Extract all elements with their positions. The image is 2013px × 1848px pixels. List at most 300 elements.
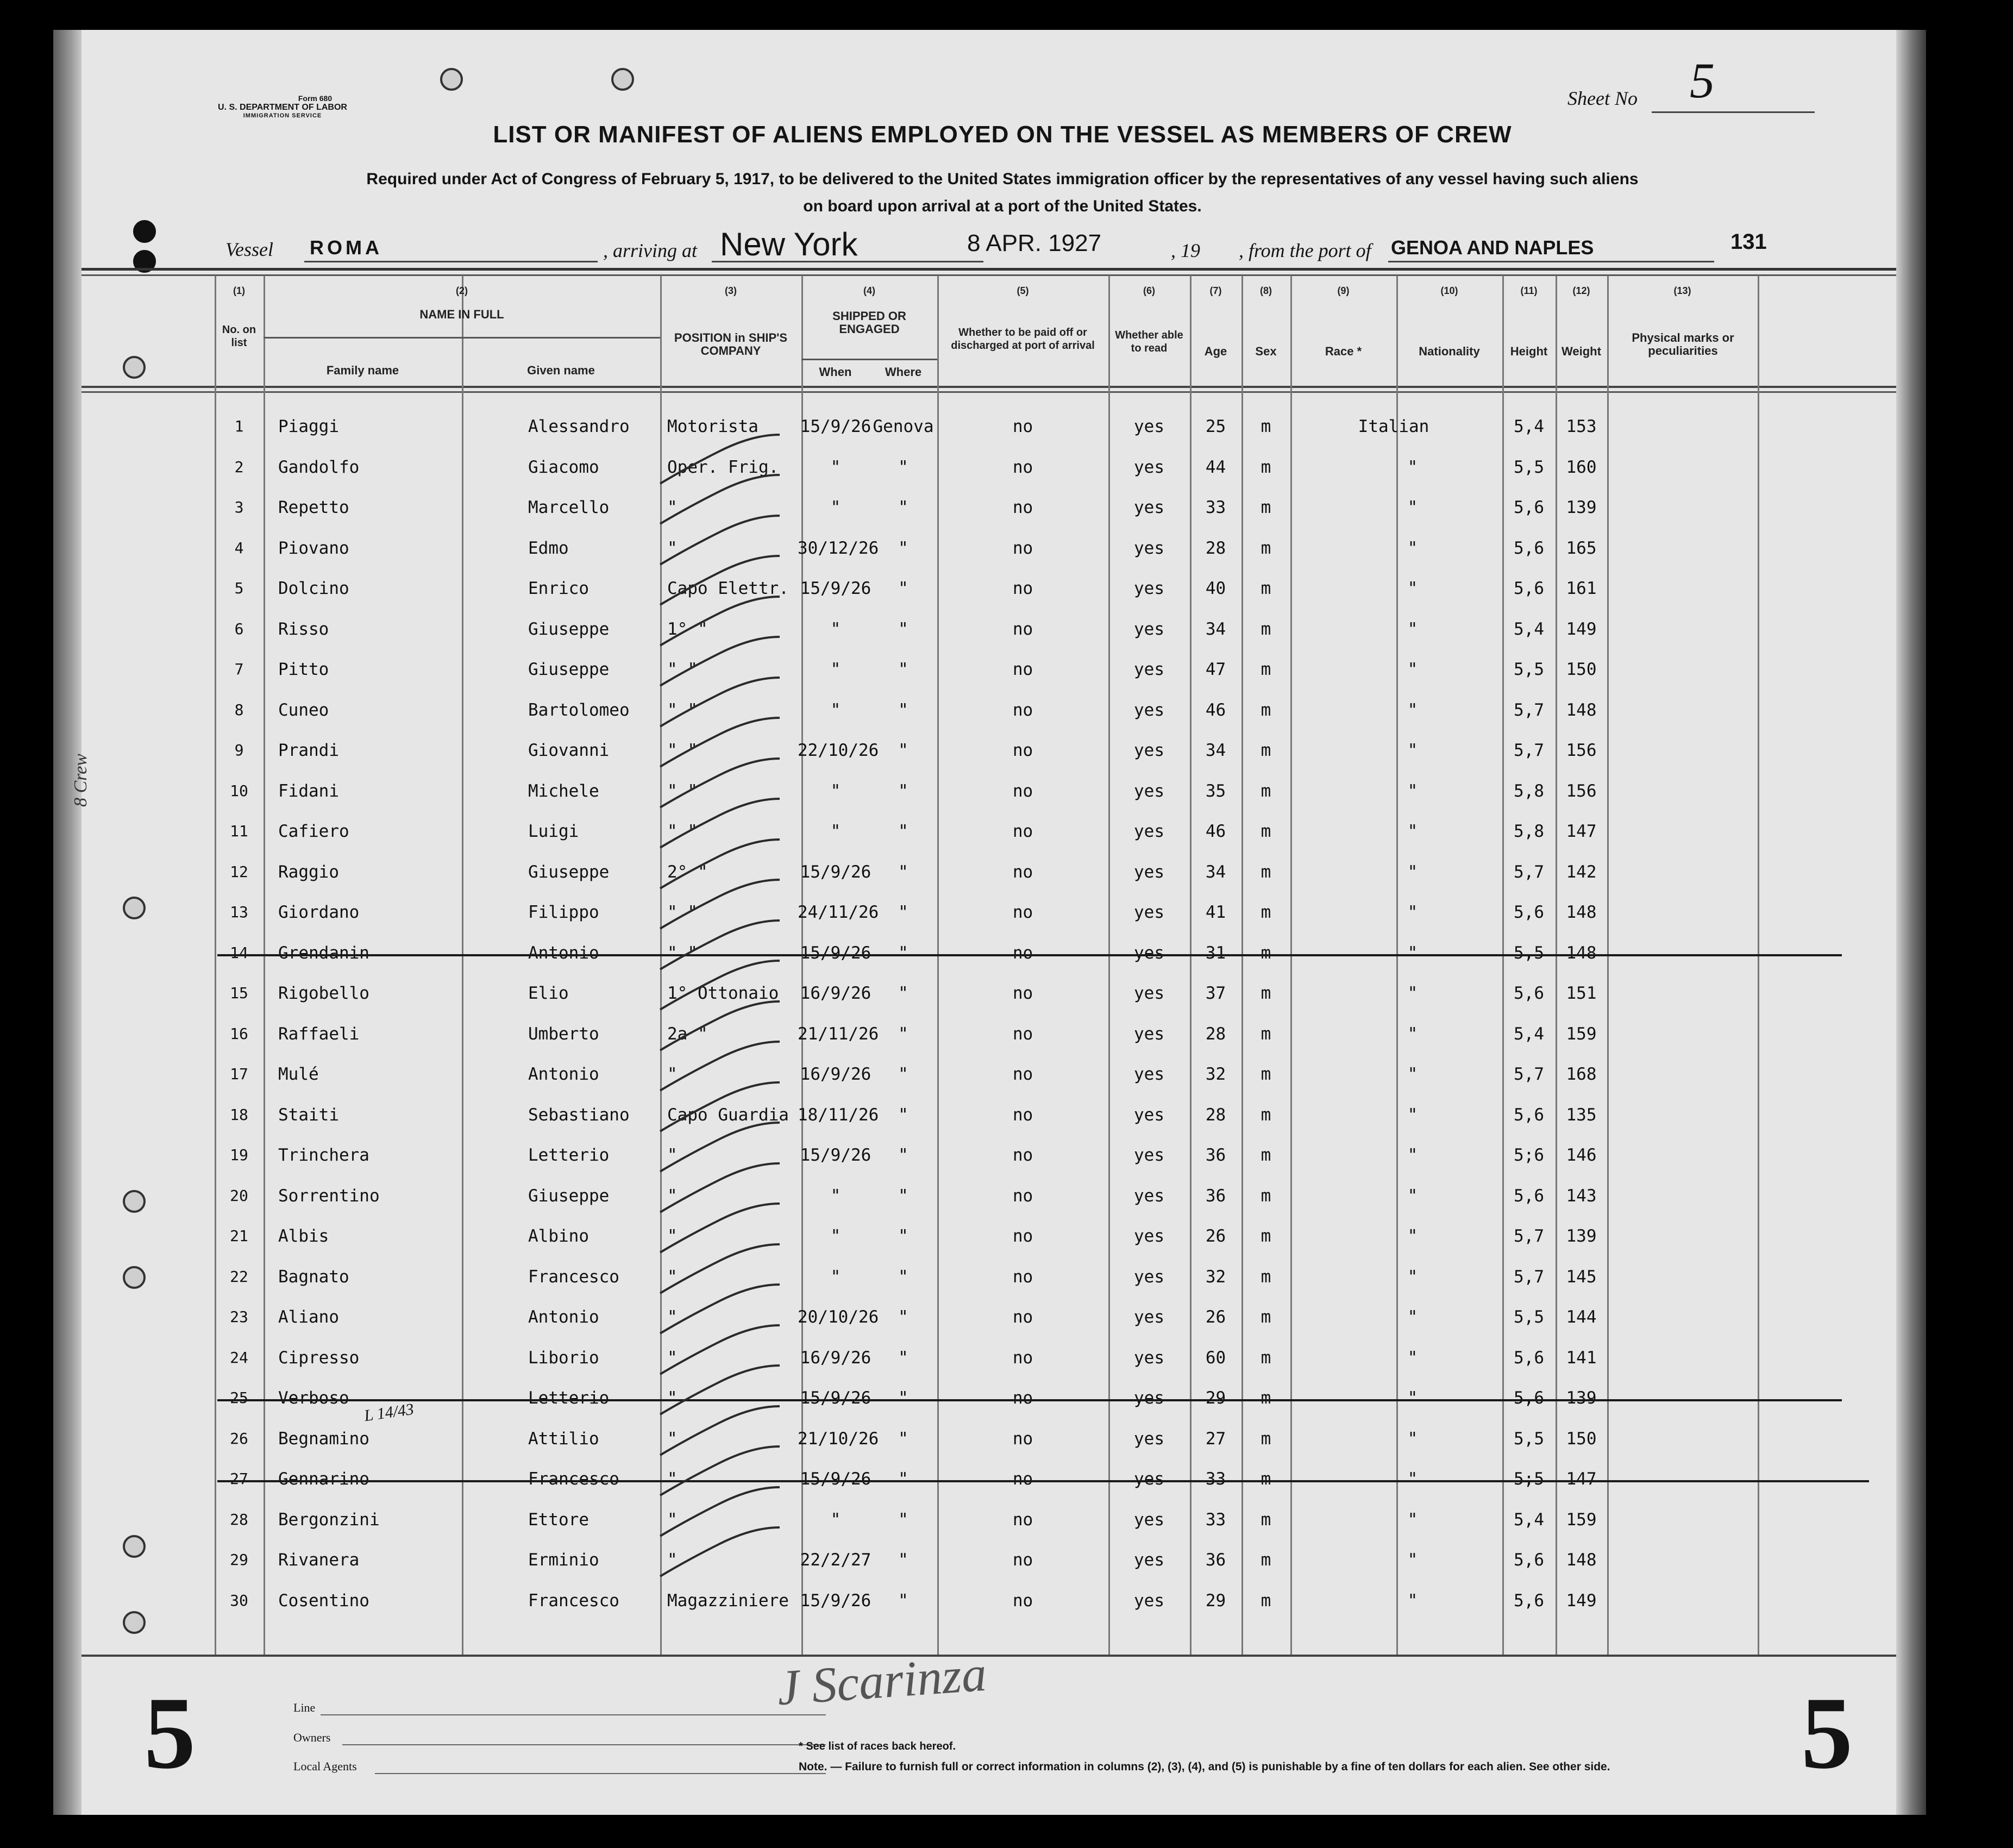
cell-sex: m [1261, 822, 1271, 841]
header-able-to-read: Whether able to read [1115, 329, 1183, 354]
cell-race: " [1407, 862, 1418, 882]
cell-family: Risso [278, 619, 329, 639]
column-number: (3) [725, 285, 737, 296]
cell-when: " [830, 498, 841, 517]
cell-height: 5,5 [1514, 943, 1544, 963]
cell-age: 28 [1205, 538, 1226, 558]
cell-age: 46 [1205, 822, 1226, 841]
cell-when: 22/10/26 [798, 741, 879, 760]
cell-no: 3 [234, 498, 244, 516]
cell-paid: no [1012, 1024, 1033, 1044]
cell-when: " [830, 1186, 841, 1206]
cell-no: 28 [230, 1510, 248, 1528]
cell-height: 5,7 [1514, 741, 1544, 760]
cell-no: 27 [230, 1470, 248, 1488]
header-nationality: Nationality [1419, 344, 1480, 358]
cell-given: Erminio [528, 1550, 599, 1570]
cell-when: 15/9/26 [800, 943, 871, 963]
cell-age: 34 [1205, 619, 1226, 639]
column-number: (4) [863, 285, 875, 296]
strike-through-line [217, 1399, 1842, 1401]
line-label: Line [293, 1701, 316, 1714]
table-top-rule [81, 274, 1923, 276]
cell-given: Giuseppe [528, 619, 610, 639]
cell-where: " [898, 1469, 908, 1489]
cell-age: 31 [1205, 943, 1226, 963]
footer-big-number-left: 5 [144, 1676, 196, 1790]
cell-family: Bagnato [278, 1267, 349, 1287]
cell-race: " [1407, 1550, 1418, 1570]
page-title: LIST OR MANIFEST OF ALIENS EMPLOYED ON THE VESSEL AS MEMBERS OF CREW [493, 121, 1512, 148]
year-label: , 19 [1171, 240, 1200, 261]
cell-family: Rivanera [278, 1550, 360, 1570]
cell-age: 36 [1205, 1550, 1226, 1570]
cell-when: " [830, 660, 841, 679]
cell-height: 5,6 [1514, 1186, 1544, 1206]
cell-read: yes [1134, 579, 1164, 598]
from-port: GENOA AND NAPLES [1391, 236, 1594, 259]
cell-no: 14 [230, 943, 248, 962]
cell-no: 16 [230, 1024, 248, 1043]
cell-no: 8 [234, 700, 244, 719]
cell-given: Antonio [528, 1307, 599, 1327]
cell-race: " [1407, 1348, 1418, 1368]
cell-paid: no [1012, 943, 1033, 963]
cell-position: " [667, 1509, 678, 1530]
cell-read: yes [1134, 619, 1164, 639]
cell-paid: no [1012, 983, 1033, 1003]
cell-race: " [1407, 983, 1418, 1003]
cell-read: yes [1134, 1024, 1164, 1044]
cell-sex: m [1261, 660, 1271, 679]
cell-when: " [830, 822, 841, 841]
cell-age: 28 [1205, 1105, 1226, 1125]
cell-family: Cosentino [278, 1590, 369, 1611]
cell-read: yes [1134, 781, 1164, 801]
cell-age: 33 [1205, 1469, 1226, 1489]
column-number: (10) [1440, 285, 1458, 296]
table-bottom-rule [81, 1655, 1923, 1657]
cell-read: yes [1134, 983, 1164, 1003]
cell-height: 5,5 [1514, 660, 1544, 679]
cell-paid: no [1012, 1429, 1033, 1449]
cell-no: 7 [234, 660, 244, 678]
cell-family: Repetto [278, 498, 349, 517]
cell-given: Letterio [528, 1145, 610, 1165]
sheet-number-underline [1652, 111, 1815, 113]
cell-when: 20/10/26 [798, 1307, 879, 1327]
subtitle-line-1: Required under Act of Congress of February 5, 1917, to be delivered to the United States immigration officer by the representatives of any vessel having such aliens [366, 170, 1639, 188]
cell-height: 5,7 [1514, 1064, 1544, 1084]
cell-paid: no [1012, 1469, 1033, 1489]
header-bottom-rule [81, 386, 1923, 388]
cell-read: yes [1134, 1590, 1164, 1611]
cell-sex: m [1261, 1226, 1271, 1246]
header-physical-marks: Physical marks or peculiarities [1632, 331, 1734, 358]
cell-race: " [1407, 700, 1418, 720]
cell-where: " [898, 1388, 908, 1408]
cell-when: 30/12/26 [798, 538, 879, 558]
footnote-races: * See list of races back hereof. [799, 1740, 956, 1752]
cell-when: 16/9/26 [800, 1064, 871, 1084]
header-race: Race * [1325, 344, 1362, 358]
cell-where: " [898, 1429, 908, 1449]
right-binding-edge [1896, 30, 1926, 1815]
cell-given: Giacomo [528, 457, 599, 477]
cell-weight: 147 [1566, 1469, 1597, 1489]
cell-where: " [898, 700, 908, 720]
cell-height: 5,4 [1514, 1024, 1544, 1044]
column-number: (13) [1673, 285, 1691, 296]
cell-age: 32 [1205, 1267, 1226, 1287]
cell-paid: no [1012, 822, 1033, 841]
line-underline [321, 1714, 826, 1715]
header-sex: Sex [1255, 344, 1277, 358]
cell-height: 5,6 [1514, 1550, 1544, 1570]
cell-when: 24/11/26 [798, 903, 879, 922]
cell-family: Gennarino [278, 1469, 369, 1489]
cell-age: 33 [1205, 498, 1226, 517]
cell-race: " [1407, 538, 1418, 558]
arriving-port: New York [720, 226, 858, 262]
cell-read: yes [1134, 700, 1164, 720]
cell-where: " [898, 862, 908, 882]
owners-label: Owners [293, 1731, 331, 1744]
cell-age: 37 [1205, 983, 1226, 1003]
cell-given: Sebastiano [528, 1105, 630, 1125]
punch-hole [123, 356, 146, 379]
cell-height: 5,7 [1514, 862, 1544, 882]
cell-sex: m [1261, 1024, 1271, 1044]
cell-given: Letterio [528, 1388, 610, 1408]
cell-weight: 149 [1566, 1590, 1597, 1611]
cell-paid: no [1012, 1186, 1033, 1206]
cell-sex: m [1261, 1590, 1271, 1611]
cell-position: " [667, 1267, 678, 1287]
cell-age: 28 [1205, 1024, 1226, 1044]
cell-race: " [1407, 822, 1418, 841]
cell-no: 6 [234, 619, 244, 638]
cell-age: 29 [1205, 1590, 1226, 1611]
cell-height: 5,6 [1514, 1348, 1544, 1368]
cell-race: " [1407, 1590, 1418, 1611]
cell-no: 2 [234, 458, 244, 476]
cell-when: 21/10/26 [798, 1429, 879, 1449]
cell-given: Alessandro [528, 417, 630, 436]
cell-sex: m [1261, 1550, 1271, 1570]
punch-hole [123, 897, 146, 919]
cell-position: " " [667, 943, 698, 963]
cell-read: yes [1134, 1267, 1164, 1287]
cell-when: " [830, 1509, 841, 1530]
cell-paid: no [1012, 1307, 1033, 1327]
cell-given: Bartolomeo [528, 700, 630, 720]
cell-given: Enrico [528, 579, 589, 598]
cell-race: " [1407, 1307, 1418, 1327]
cell-position: Motorista [667, 417, 758, 436]
cell-weight: 149 [1566, 619, 1597, 639]
cell-given: Antonio [528, 1064, 599, 1084]
cell-height: 5,5 [1514, 1429, 1544, 1449]
cell-where: " [898, 1550, 908, 1570]
cell-where: " [898, 1590, 908, 1611]
cell-family: Aliano [278, 1307, 339, 1327]
cell-race: " [1407, 579, 1418, 598]
cell-given: Francesco [528, 1590, 619, 1611]
cell-sex: m [1261, 700, 1271, 720]
cell-no: 23 [230, 1308, 248, 1326]
cell-race: " [1407, 1429, 1418, 1449]
cell-weight: 165 [1566, 538, 1597, 558]
cell-height: 5,5 [1514, 1307, 1544, 1327]
cell-no: 9 [234, 741, 244, 759]
cell-height: 5,7 [1514, 1267, 1544, 1287]
cell-family: Cuneo [278, 700, 329, 720]
cell-race: " [1407, 457, 1418, 477]
cell-given: Marcello [528, 498, 610, 517]
cell-age: 26 [1205, 1226, 1226, 1246]
cell-height: 5,4 [1514, 417, 1544, 436]
cell-when: 15/9/26 [800, 1590, 871, 1611]
cell-age: 32 [1205, 1064, 1226, 1084]
cell-race: " [1407, 619, 1418, 639]
vessel-underline [304, 261, 598, 262]
cell-position: 1° Ottonaio [667, 983, 779, 1003]
header-shipped: SHIPPED OR ENGAGED [832, 309, 906, 336]
cell-family: Gandolfo [278, 457, 360, 477]
cell-where: " [898, 741, 908, 760]
cell-read: yes [1134, 1105, 1164, 1125]
cell-family: Cipresso [278, 1348, 360, 1368]
cell-family: Bergonzini [278, 1509, 380, 1530]
cell-where: " [898, 1145, 908, 1165]
cell-read: yes [1134, 1469, 1164, 1489]
column-divider [1758, 275, 1759, 1655]
cell-read: yes [1134, 943, 1164, 963]
cell-read: yes [1134, 1226, 1164, 1246]
cell-height: 5,7 [1514, 1226, 1544, 1246]
subheader-rule [264, 337, 660, 339]
cell-where: " [898, 1509, 908, 1530]
cell-weight: 156 [1566, 781, 1597, 801]
header-given-name: Given name [527, 364, 595, 377]
cell-weight: 139 [1566, 498, 1597, 517]
cell-height: 5,6 [1514, 983, 1544, 1003]
cell-read: yes [1134, 1064, 1164, 1084]
cell-where: " [898, 538, 908, 558]
cell-height: 5,4 [1514, 619, 1544, 639]
punch-hole [123, 1611, 146, 1634]
cell-family: Dolcino [278, 579, 349, 598]
cell-age: 36 [1205, 1145, 1226, 1165]
cell-position: " [667, 1307, 678, 1327]
cell-when: 15/9/26 [800, 1469, 871, 1489]
cell-race: " [1407, 943, 1418, 963]
cell-position: " " [667, 903, 698, 922]
cell-no: 12 [230, 862, 248, 881]
cell-sex: m [1261, 1267, 1271, 1287]
cell-given: Giuseppe [528, 660, 610, 679]
cell-position: Magazziniere [667, 1590, 789, 1611]
header-where: Where [885, 365, 922, 379]
cell-height: 5,6 [1514, 579, 1544, 598]
arriving-label: , arriving at [603, 240, 698, 261]
cell-position: " [667, 498, 678, 517]
cell-read: yes [1134, 741, 1164, 760]
cell-height: 5,6 [1514, 498, 1544, 517]
cell-where: " [898, 1105, 908, 1125]
column-number: (7) [1209, 285, 1222, 296]
cell-paid: no [1012, 1550, 1033, 1570]
cell-paid: no [1012, 862, 1033, 882]
cell-given: Elio [528, 983, 569, 1003]
cell-when: 15/9/26 [800, 1388, 871, 1408]
cell-weight: 151 [1566, 983, 1597, 1003]
cell-weight: 139 [1566, 1226, 1597, 1246]
cell-paid: no [1012, 1226, 1033, 1246]
cell-where: " [898, 903, 908, 922]
cell-when: 15/9/26 [800, 862, 871, 882]
cell-where: " [898, 1186, 908, 1206]
cell-sex: m [1261, 579, 1271, 598]
cell-sex: m [1261, 741, 1271, 760]
arrival-date: 8 APR. 1927 [967, 230, 1102, 256]
header-weight: Weight [1562, 344, 1601, 358]
cell-position: Capo Guardia [667, 1105, 789, 1125]
cell-sex: m [1261, 781, 1271, 801]
cell-position: " [667, 1226, 678, 1246]
subheader-rule [801, 359, 937, 360]
column-number: (12) [1572, 285, 1590, 296]
cell-paid: no [1012, 538, 1033, 558]
cell-sex: m [1261, 498, 1271, 517]
cell-sex: m [1261, 1469, 1271, 1489]
column-divider [1290, 275, 1292, 1655]
cell-given: Antonio [528, 943, 599, 963]
cell-family: Staiti [278, 1105, 339, 1125]
cell-race: " [1407, 1145, 1418, 1165]
cell-read: yes [1134, 660, 1164, 679]
cell-age: 34 [1205, 862, 1226, 882]
cell-position: " " [667, 700, 698, 720]
cell-read: yes [1134, 903, 1164, 922]
cell-race: Italian [1358, 417, 1429, 436]
cell-race: " [1407, 1186, 1418, 1206]
cell-no: 19 [230, 1146, 248, 1164]
cell-weight: 156 [1566, 741, 1597, 760]
strike-through-line [217, 954, 1842, 956]
cell-given: Liborio [528, 1348, 599, 1368]
cell-sex: m [1261, 1509, 1271, 1530]
cell-where: " [898, 1064, 908, 1084]
cell-where: Genova [873, 417, 934, 436]
cell-sex: m [1261, 943, 1271, 963]
cell-position: " [667, 1145, 678, 1165]
cell-when: " [830, 457, 841, 477]
cell-position: " [667, 1550, 678, 1570]
cell-no: 1 [234, 417, 244, 435]
cell-paid: no [1012, 579, 1033, 598]
cell-age: 41 [1205, 903, 1226, 922]
cell-paid: no [1012, 1590, 1033, 1611]
cell-age: 46 [1205, 700, 1226, 720]
cell-no: 10 [230, 781, 248, 800]
cell-age: 35 [1205, 781, 1226, 801]
cell-position: Capo Elettr. [667, 579, 789, 598]
cell-when: 16/9/26 [800, 983, 871, 1003]
cell-where: " [898, 660, 908, 679]
cell-race: " [1407, 741, 1418, 760]
from-port-underline [1388, 261, 1714, 262]
cell-sex: m [1261, 1348, 1271, 1368]
cell-when: 18/11/26 [798, 1105, 879, 1125]
service-name: IMMIGRATION SERVICE [243, 112, 322, 119]
cell-read: yes [1134, 1550, 1164, 1570]
cell-given: Luigi [528, 822, 579, 841]
cell-weight: 150 [1566, 1429, 1597, 1449]
cell-weight: 145 [1566, 1267, 1597, 1287]
footer-big-number-right: 5 [1801, 1676, 1853, 1790]
cell-paid: no [1012, 1267, 1033, 1287]
from-port-label: , from the port of [1239, 240, 1371, 261]
cell-where: " [898, 1267, 908, 1287]
cell-paid: no [1012, 619, 1033, 639]
cell-position: " [667, 1388, 678, 1408]
cell-where: " [898, 1024, 908, 1044]
cell-given: Giovanni [528, 741, 610, 760]
column-divider [937, 275, 939, 1655]
cell-sex: m [1261, 903, 1271, 922]
cell-weight: 153 [1566, 417, 1597, 436]
cell-position: 1° " [667, 619, 708, 639]
cell-sex: m [1261, 457, 1271, 477]
cell-when: 15/9/26 [800, 417, 871, 436]
cell-paid: no [1012, 660, 1033, 679]
cell-where: " [898, 943, 908, 963]
sheet-number-label: Sheet No [1567, 87, 1638, 109]
cell-given: Francesco [528, 1469, 619, 1489]
cell-position: Oper. Frig. [667, 457, 779, 477]
column-divider [462, 275, 463, 1655]
cell-weight: 143 [1566, 1186, 1597, 1206]
cell-height: 5;6 [1514, 1145, 1544, 1165]
cell-family: Albis [278, 1226, 329, 1246]
cell-race: " [1407, 1105, 1418, 1125]
cell-weight: 168 [1566, 1064, 1597, 1084]
cell-when: 15/9/26 [800, 1145, 871, 1165]
cell-family: Prandi [278, 741, 339, 760]
punch-hole [133, 220, 156, 243]
cell-where: " [898, 457, 908, 477]
cell-where: " [898, 619, 908, 639]
cell-race: " [1407, 1267, 1418, 1287]
cell-no: 20 [230, 1186, 248, 1205]
cell-position: " [667, 1186, 678, 1206]
cell-weight: 148 [1566, 943, 1597, 963]
cell-family: Cafiero [278, 822, 349, 841]
vessel-name: ROMA [310, 236, 382, 259]
cell-age: 27 [1205, 1429, 1226, 1449]
cell-height: 5,5 [1514, 457, 1544, 477]
manifest-sheet [71, 30, 1923, 1815]
owners-underline [342, 1744, 826, 1745]
cell-race: " [1407, 1226, 1418, 1246]
cell-weight: 135 [1566, 1105, 1597, 1125]
cell-position: " [667, 1429, 678, 1449]
vessel-label: Vessel [225, 239, 273, 260]
cell-read: yes [1134, 1348, 1164, 1368]
cell-given: Michele [528, 781, 599, 801]
